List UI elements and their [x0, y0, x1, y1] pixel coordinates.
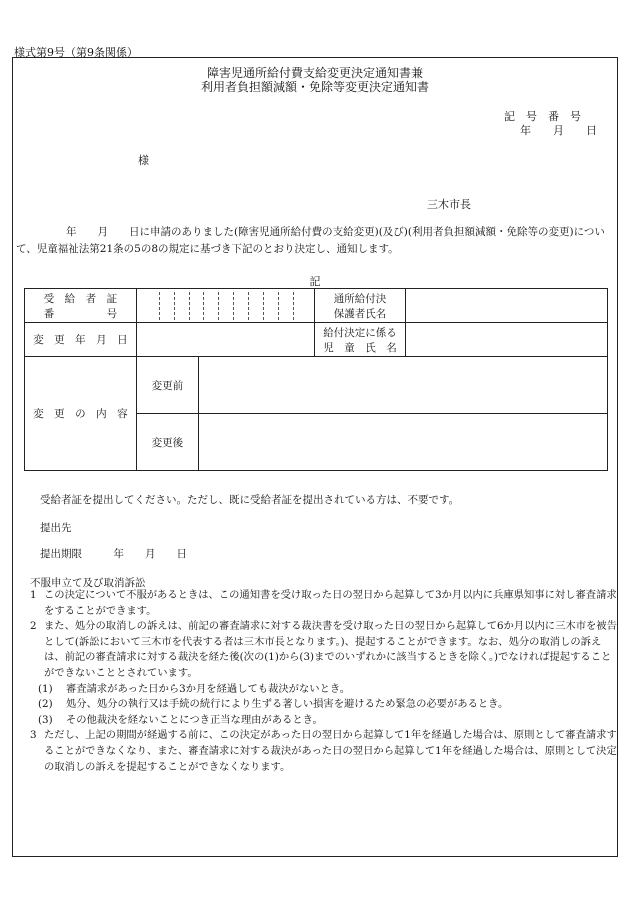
before-change-label: 変更前 — [136, 357, 198, 414]
reference-number-label: 記 号 番 号 — [504, 110, 581, 123]
item-number: 1 — [30, 589, 37, 601]
document-title-line1: 障害児通所給付費支給変更決定通知書兼 — [206, 66, 423, 80]
child-label-line1: 給付決定に係る — [323, 326, 397, 339]
child-label-line2: 児 童 氏 名 — [323, 341, 397, 354]
list-item — [30, 619, 618, 681]
digit-cell — [279, 292, 294, 320]
guardian-label-line2: 保護者氏名 — [333, 307, 387, 320]
before-change-value — [198, 357, 607, 414]
cert-number-label — [25, 289, 137, 323]
digit-cell — [190, 292, 205, 320]
record-heading: 記 — [309, 275, 321, 288]
cert-label-line1: 受 給 者 証 — [43, 292, 118, 305]
digit-cell — [234, 292, 249, 320]
subitem-text: 審査請求があった日から3か月を経過しても裁決がないとき。 — [66, 682, 351, 695]
table-row — [25, 357, 608, 414]
table-row — [25, 323, 608, 357]
digit-cell — [264, 292, 279, 320]
digit-cell — [219, 292, 234, 320]
guardian-label-line1: 通所給付決 — [333, 292, 387, 305]
objection-heading: 不服申立て及び取消訴訟 — [30, 577, 146, 589]
guardian-name-value — [406, 289, 608, 323]
digit-cell — [204, 292, 219, 320]
cert-label-line2: 番 号 — [43, 307, 118, 320]
list-item — [30, 682, 618, 698]
subitem-number: (2) — [38, 698, 53, 711]
digit-cell — [249, 292, 264, 320]
submission-deadline-label: 提出期限 年 月 日 — [40, 548, 187, 560]
after-change-value — [198, 414, 607, 471]
submission-destination-label: 提出先 — [40, 522, 72, 534]
submission-notice: 受給者証を提出してください。ただし、既に受給者証を提出されている方は、不要です。 — [40, 494, 460, 506]
cert-number-cells — [136, 289, 314, 323]
addressee-honorific: 様 — [138, 154, 149, 167]
form-number: 様式第9号（第9条関係） — [14, 46, 138, 59]
item-text: この決定について不服があるときは、この通知書を受け取った日の翌日から起算して3か月以内に兵庫県知事に対し審査請求をすることができます。 — [44, 589, 617, 617]
after-change-label: 変更後 — [136, 414, 198, 471]
digit-cell — [160, 292, 175, 320]
issuer-name: 三木市長 — [427, 198, 471, 211]
issue-date-label: 年 月 日 — [520, 124, 597, 137]
subitem-text: その他裁決を経ないことにつき正当な理由があるとき。 — [66, 713, 323, 726]
child-name-value — [406, 323, 608, 357]
intro-paragraph: 年 月 日に申請のありました(障害児通所給付費の支給変更)(及び)(利用者負担額減額・免除等の変更)について、児童福祉法第21条の5の8の規定に基づき下記のとおり決定し、通知します。 — [16, 226, 605, 255]
digit-cell — [175, 292, 190, 320]
change-content-label: 変 更 の 内 容 — [25, 357, 137, 471]
subitem-number: (3) — [38, 713, 53, 726]
document-title-line2: 利用者負担額減額・免除等変更決定通知書 — [200, 80, 429, 94]
subitem-number: (1) — [38, 682, 53, 695]
digit-cell — [294, 292, 308, 320]
list-item — [30, 713, 618, 729]
list-item — [30, 697, 618, 713]
decision-table — [24, 288, 608, 471]
list-item — [30, 588, 618, 619]
item-number: 2 — [30, 620, 37, 633]
change-date-label: 変 更 年 月 日 — [25, 323, 137, 357]
subitem-text: 処分、処分の執行又は手続の続行により生ずる著しい損害を避けるため緊急の必要があるとき。 — [66, 698, 509, 711]
table-row — [25, 289, 608, 323]
objection-instructions — [30, 588, 618, 775]
child-name-label — [314, 323, 406, 357]
item-text: ただし、上記の期間が経過する前に、この決定があった日の翌日から起算して1年を経過した場合は、原則として審査請求することができなくなり、また、審査請求に対する裁決があった日の翌日から起算して1年を経過した場合は、原則として決定の取消しの訴えを提起することができなくなります。 — [44, 729, 617, 773]
item-text: また、処分の取消しの訴えは、前記の審査請求に対する裁決書を受け取った日の翌日から起算して6か月以内に三木市を被告として(訴訟において三木市を代表する者は三木市長となります。)、提起することができます。なお、処分の取消しの訴えは、前記の審査請求に対する裁決を経た後(次の(1)から(3)までのいずれかに該当するときを除く。)でなければ提起することができないこととされています。 — [44, 620, 617, 679]
digit-cell — [145, 292, 160, 320]
item-number: 3 — [30, 729, 37, 742]
change-date-value — [136, 323, 314, 357]
list-item — [30, 728, 618, 775]
guardian-name-label — [314, 289, 406, 323]
